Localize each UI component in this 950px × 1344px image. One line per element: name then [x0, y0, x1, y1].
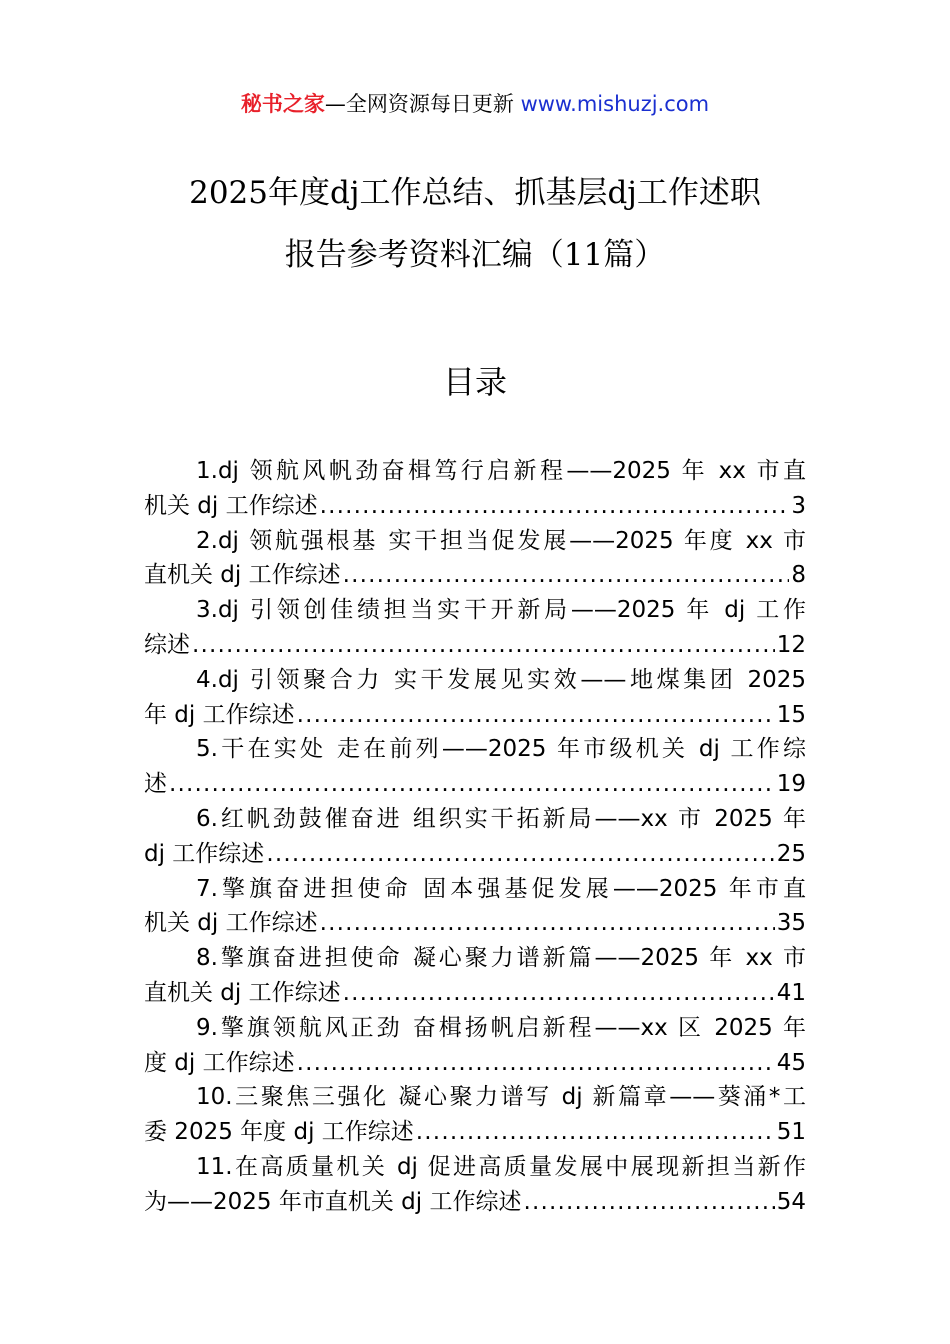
title-line-2: 报告参考资料汇编（11篇）	[284, 237, 666, 273]
dot-leader	[523, 1185, 774, 1220]
toc-page-number: 54	[776, 1188, 806, 1215]
toc-page-number: 19	[776, 771, 806, 798]
toc-entry[interactable]	[144, 1011, 806, 1081]
toc-entry[interactable]	[144, 732, 806, 802]
toc-entry-title-cont: 度 dj 工作综述	[144, 1049, 295, 1076]
site-header	[0, 88, 950, 120]
toc-entry[interactable]	[144, 663, 806, 733]
toc-entry-title-cont: 直机关 dj 工作综述	[144, 562, 341, 589]
toc-entry[interactable]	[144, 593, 806, 663]
toc-entry[interactable]	[144, 524, 806, 594]
toc-entry-title-cont: 年 dj 工作综述	[144, 701, 295, 728]
toc-entry-title: 2.dj 领航强根基 实干担当促发展——2025 年度 xx 市	[196, 527, 806, 554]
dot-leader	[297, 698, 775, 733]
dot-leader	[266, 837, 774, 872]
toc-entry-title: 8.擎旗奋进担使命 凝心聚力谱新篇——2025 年 xx 市	[196, 945, 806, 972]
toc-entry-title: 1.dj 领航风帆劲奋楫笃行启新程——2025 年 xx 市直	[196, 458, 806, 484]
brand-name: 秘书之家	[240, 92, 325, 116]
dot-leader	[297, 1046, 775, 1081]
toc-page-number: 45	[776, 1049, 806, 1076]
toc-page-number: 51	[776, 1119, 806, 1146]
toc-entry-title: 6.红帆劲鼓催奋进 组织实干拓新局——xx 市 2025 年	[196, 805, 806, 832]
table-of-contents	[144, 454, 806, 1220]
site-link[interactable]: www.mishuzj.com	[520, 92, 710, 116]
toc-entry[interactable]	[144, 1080, 806, 1150]
toc-page-number: 3	[791, 492, 806, 519]
toc-entry-title: 10.三聚焦三强化 凝心聚力谱写 dj 新篇章——葵涌*工	[196, 1084, 806, 1111]
toc-entry-title: 7.擎旗奋进担使命 固本强基促发展——2025 年市直	[196, 875, 806, 902]
header-tagline: —全网资源每日更新	[324, 92, 521, 116]
document-title	[120, 162, 830, 286]
dot-leader	[343, 558, 790, 593]
toc-entry[interactable]	[144, 454, 806, 524]
dot-leader	[169, 767, 775, 802]
toc-entry-title: 3.dj 引领创佳绩担当实干开新局——2025 年 dj 工作	[196, 597, 806, 624]
toc-page-number: 15	[776, 701, 806, 728]
toc-page-number: 8	[791, 562, 806, 589]
dot-leader	[320, 489, 790, 524]
toc-entry[interactable]	[144, 872, 806, 942]
dot-leader	[192, 628, 775, 663]
toc-page-number: 25	[776, 840, 806, 867]
toc-entry-title-cont: 综述	[144, 631, 190, 658]
toc-entry-title-cont: 机关 dj 工作综述	[144, 910, 318, 937]
toc-page-number: 35	[776, 910, 806, 937]
toc-entry-title: 9.擎旗领航风正劲 奋楫扬帆启新程——xx 区 2025 年	[196, 1014, 806, 1041]
toc-entry-title-cont: 委 2025 年度 dj 工作综述	[144, 1119, 414, 1146]
toc-page-number: 41	[776, 979, 806, 1006]
dot-leader	[343, 976, 775, 1011]
toc-entry-title-cont: 述	[144, 771, 167, 798]
toc-entry[interactable]	[144, 1150, 806, 1220]
title-line-1: 2025年度dj工作总结、抓基层dj工作述职	[189, 175, 761, 211]
toc-entry-title-cont: dj 工作综述	[144, 840, 265, 867]
toc-entry-title: 4.dj 引领聚合力 实干发展见实效——地煤集团 2025	[196, 666, 806, 693]
toc-entry-title-cont: 机关 dj 工作综述	[144, 492, 318, 519]
toc-entry-title: 11.在高质量机关 dj 促进高质量发展中展现新担当新作	[196, 1153, 806, 1180]
dot-leader	[416, 1115, 775, 1150]
toc-entry[interactable]	[144, 941, 806, 1011]
toc-entry[interactable]	[144, 802, 806, 872]
toc-entry-title-cont: 为——2025 年市直机关 dj 工作综述	[144, 1188, 522, 1215]
dot-leader	[320, 906, 775, 941]
toc-entry-title-cont: 直机关 dj 工作综述	[144, 979, 341, 1006]
toc-heading: 目录	[442, 363, 507, 401]
toc-page-number: 12	[776, 631, 806, 658]
toc-entry-title: 5.干在实处 走在前列——2025 年市级机关 dj 工作综	[196, 736, 806, 763]
